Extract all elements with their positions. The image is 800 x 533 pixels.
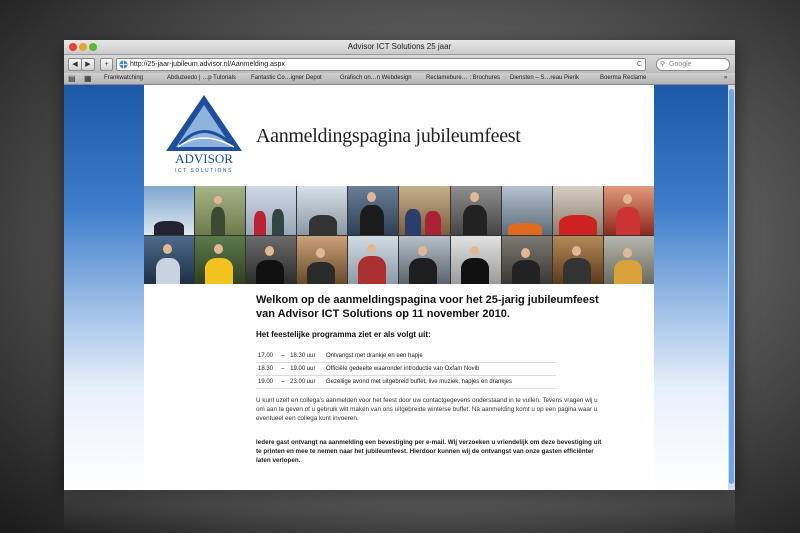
toolbar <box>64 55 735 73</box>
program-table <box>256 350 556 389</box>
end-time: 19.00 uur <box>288 363 324 376</box>
back-button[interactable]: ◀ <box>68 58 82 71</box>
collage-photo <box>553 236 603 285</box>
collage-photo <box>451 236 501 285</box>
bookmark-item[interactable]: Frankwatching <box>104 75 144 81</box>
browser-window <box>64 40 735 490</box>
program-description: Officiële gedeelte waaronder introductie van Oxfam Novib <box>324 363 556 376</box>
title-bar <box>64 40 735 55</box>
program-description: Gezellige avond met uitgebreid buffet, live muziek, hapjes en drankjes <box>324 376 556 389</box>
time-dash: – <box>279 363 288 376</box>
confirmation-info: Iedere gast ontvangt na aanmelding een bevestiging per e-mail. Wij verzoeken u vriendelijk om deze bevestiging uit te printen en mee te nemen naar het jubileumfeest. Hierdoor kunnen wij de ontvangst van onze gasten efficiënter laten verlopen. <box>256 439 602 464</box>
collage-photo <box>297 236 347 285</box>
table-row <box>256 376 556 389</box>
collage-photo <box>144 236 194 285</box>
collage-photo <box>195 186 245 235</box>
collage-photo <box>502 236 552 285</box>
bookmark-item[interactable]: Abduzeedo | …p Tutorials <box>167 75 236 81</box>
start-time: 17.00 <box>256 350 279 363</box>
table-row <box>256 350 556 363</box>
collage-photo <box>502 186 552 235</box>
collage-photo <box>348 186 398 235</box>
collage-photo <box>604 186 654 235</box>
collage-photo <box>451 186 501 235</box>
collage-photo <box>399 186 449 235</box>
url-text: http://25-jaar-jubileum.advisor.nl/Aanmelding.aspx <box>130 61 285 68</box>
table-row <box>256 363 556 376</box>
collage-photo <box>297 186 347 235</box>
collage-photo <box>399 236 449 285</box>
collage-photo <box>246 236 296 285</box>
page-title: Aanmeldingspagina jubileumfeest <box>256 125 521 147</box>
reload-icon[interactable]: C <box>636 61 642 68</box>
search-placeholder: Google <box>669 61 692 68</box>
page-content <box>144 85 654 490</box>
add-bookmark-button[interactable]: + <box>100 58 113 71</box>
address-bar[interactable] <box>116 58 646 71</box>
time-dash: – <box>279 376 288 389</box>
bookmark-item[interactable]: Boerma Reclame <box>600 75 647 81</box>
logo-tagline: ICT SOLUTIONS <box>175 168 233 174</box>
window-title: Advisor ICT Solutions 25 jaar <box>347 42 452 51</box>
end-time: 23.00 uur <box>288 376 324 389</box>
screen-reflection <box>64 490 735 533</box>
time-dash: – <box>279 350 288 363</box>
program-title: Het feestelijke programma ziet er als volgt uit: <box>256 330 431 339</box>
collage-photo <box>553 186 603 235</box>
bookmark-item[interactable]: Reclamebure… : Brochures <box>426 75 501 81</box>
start-time: 19.00 <box>256 376 279 389</box>
collage-photo <box>604 236 654 285</box>
top-sites-icon[interactable]: ▦ <box>84 74 92 83</box>
welcome-heading: Welkom op de aanmeldingspagina voor het 25-jarig jubileumfeest van Advisor ICT Solutions op 11 november 2010. <box>256 294 599 320</box>
photo-collage <box>144 186 654 284</box>
forward-button[interactable]: ▶ <box>81 58 95 71</box>
search-input[interactable] <box>656 58 730 71</box>
bookmarks-bar <box>64 73 735 85</box>
search-icon: ⚲ <box>660 61 666 68</box>
collage-photo <box>348 236 398 285</box>
show-bookmarks-icon[interactable]: ▤ <box>68 74 76 83</box>
bookmark-item[interactable]: Grafisch on…n Webdesign <box>340 75 412 81</box>
start-time: 18.30 <box>256 363 279 376</box>
globe-icon <box>119 60 128 69</box>
scrollbar-thumb[interactable] <box>729 89 734 484</box>
end-time: 18.30 uur <box>288 350 324 363</box>
bookmarks-overflow-icon[interactable]: » <box>724 75 728 81</box>
bookmark-item[interactable]: Diensten – S…reau Pierik <box>510 75 580 81</box>
page-viewport <box>64 85 735 490</box>
collage-photo <box>195 236 245 285</box>
registration-info: U kunt uzelf en collega's aanmelden voor het feest door uw contactgegevens onderstaand in te vullen. Tevens vragen wij u om aan te geven of u gebruik wilt maken van ons uitgebreide winterse buffet. Na aanmelding komt u op een pagina waar u eventueel een collega kunt invoeren. <box>256 397 598 422</box>
scrollbar[interactable] <box>728 85 735 490</box>
advisor-logo <box>158 91 248 176</box>
collage-photo <box>144 186 194 235</box>
bookmark-item[interactable]: Fantastic Co…igner Depot <box>251 75 322 81</box>
program-description: Ontvangst met drankje en een hapje <box>324 350 556 363</box>
logo-brand: ADVISOR <box>175 151 233 166</box>
collage-photo <box>246 186 296 235</box>
